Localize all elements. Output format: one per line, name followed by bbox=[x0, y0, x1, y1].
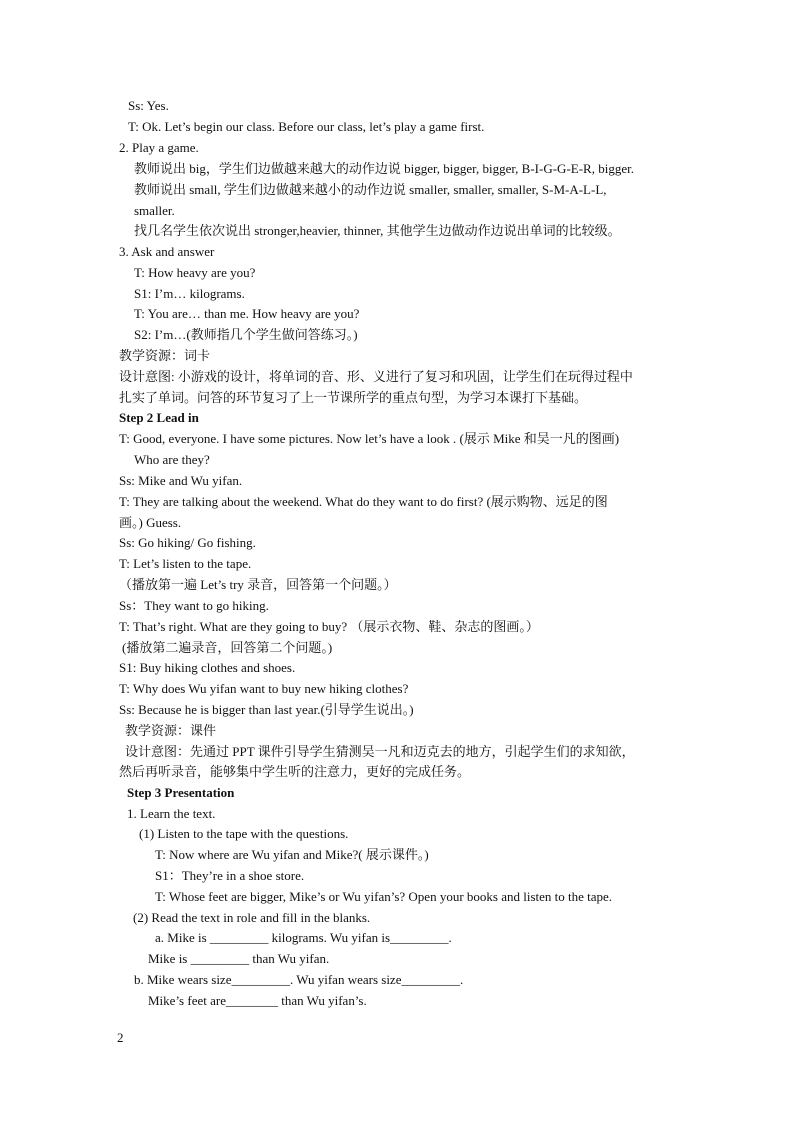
text-line: T: Ok. Let’s begin our class. Before our class, let’s play a game first. bbox=[128, 119, 485, 134]
text-line: Mike’s feet are________ than Wu yifan’s. bbox=[148, 993, 367, 1008]
text-line: S1：They’re in a shoe store. bbox=[155, 868, 305, 883]
text-line: 3. Ask and answer bbox=[119, 244, 215, 259]
text-line: 教师说出 big，学生们边做越来越大的动作边说 bigger, bigger, bigger, B-I-G-G-E-R, bigger. bbox=[134, 161, 634, 176]
text-line: Ss: Mike and Wu yifan. bbox=[119, 473, 243, 488]
text-line: Who are they? bbox=[134, 452, 210, 467]
text-line: S2: I’m…(教师指几个学生做问答练习。) bbox=[134, 327, 358, 342]
text-line: T: Whose feet are bigger, Mike’s or Wu yifan’s? Open your books and listen to the tape. bbox=[155, 889, 613, 904]
text-line: Ss：They want to go hiking. bbox=[119, 598, 269, 613]
text-line: （播放第一遍 Let’s try 录音，回答第一个问题。） bbox=[119, 577, 397, 592]
text-line: 教学资源：课件 bbox=[125, 723, 217, 738]
text-line: b. Mike wears size_________. Wu yifan wears size_________. bbox=[134, 972, 464, 987]
section-heading: Step 3 Presentation bbox=[127, 785, 235, 800]
text-line: 画。) Guess. bbox=[119, 515, 182, 530]
text-line: Mike is _________ than Wu yifan. bbox=[148, 951, 330, 966]
text-line: 2. Play a game. bbox=[119, 140, 199, 155]
text-line: S1: I’m… kilograms. bbox=[134, 286, 245, 301]
text-line: T: Good, everyone. I have some pictures. Now let’s have a look . (展示 Mike 和吴一凡的图画) bbox=[119, 431, 620, 446]
text-line: T: How heavy are you? bbox=[134, 265, 256, 280]
text-line: Ss: Because he is bigger than last year.(引导学生说出。) bbox=[119, 702, 414, 717]
text-line: 设计意图：先通过 PPT 课件引导学生猜测吴一凡和迈克去的地方，引起学生们的求知欲， bbox=[125, 744, 635, 759]
page-number: 2 bbox=[117, 1030, 124, 1045]
text-line: T: You are… than me. How heavy are you? bbox=[134, 306, 360, 321]
text-line: 教师说出 small, 学生们边做越来越小的动作边说 smaller, smaller, smaller, S-M-A-L-L, bbox=[134, 182, 607, 197]
text-line: Ss: Go hiking/ Go fishing. bbox=[119, 535, 256, 550]
text-line: (播放第二遍录音，回答第二个问题。) bbox=[122, 640, 333, 655]
text-line: T: Let’s listen to the tape. bbox=[119, 556, 252, 571]
text-line: smaller. bbox=[134, 203, 175, 218]
text-line: 然后再听录音，能够集中学生听的注意力，更好的完成任务。 bbox=[119, 764, 471, 779]
text-line: 教学资源：词卡 bbox=[119, 348, 211, 363]
text-line: 1. Learn the text. bbox=[127, 806, 216, 821]
text-line: S1: Buy hiking clothes and shoes. bbox=[119, 660, 296, 675]
text-line: (2) Read the text in role and fill in the blanks. bbox=[133, 910, 371, 925]
text-line: 找几名学生依次说出 stronger,heavier, thinner, 其他学生边做动作边说出单词的比较级。 bbox=[134, 223, 621, 238]
text-line: 扎实了单词。问答的环节复习了上一节课所学的重点句型，为学习本课打下基础。 bbox=[119, 390, 588, 405]
section-heading: Step 2 Lead in bbox=[119, 410, 199, 425]
text-line: T: They are talking about the weekend. What do they want to do first? (展示购物、远足的图 bbox=[119, 494, 608, 509]
text-line: Ss: Yes. bbox=[128, 98, 169, 113]
text-line: T: That’s right. What are they going to buy? （展示衣物、鞋、杂志的图画。） bbox=[119, 619, 539, 634]
text-line: T: Why does Wu yifan want to buy new hiking clothes? bbox=[119, 681, 409, 696]
text-line: T: Now where are Wu yifan and Mike?( 展示课件。) bbox=[155, 847, 429, 862]
text-line: (1) Listen to the tape with the questions. bbox=[139, 826, 349, 841]
text-line: a. Mike is _________ kilograms. Wu yifan is_________. bbox=[155, 930, 452, 945]
text-line: 设计意图: 小游戏的设计，将单词的音、形、义进行了复习和巩固，让学生们在玩得过程中 bbox=[119, 369, 633, 384]
